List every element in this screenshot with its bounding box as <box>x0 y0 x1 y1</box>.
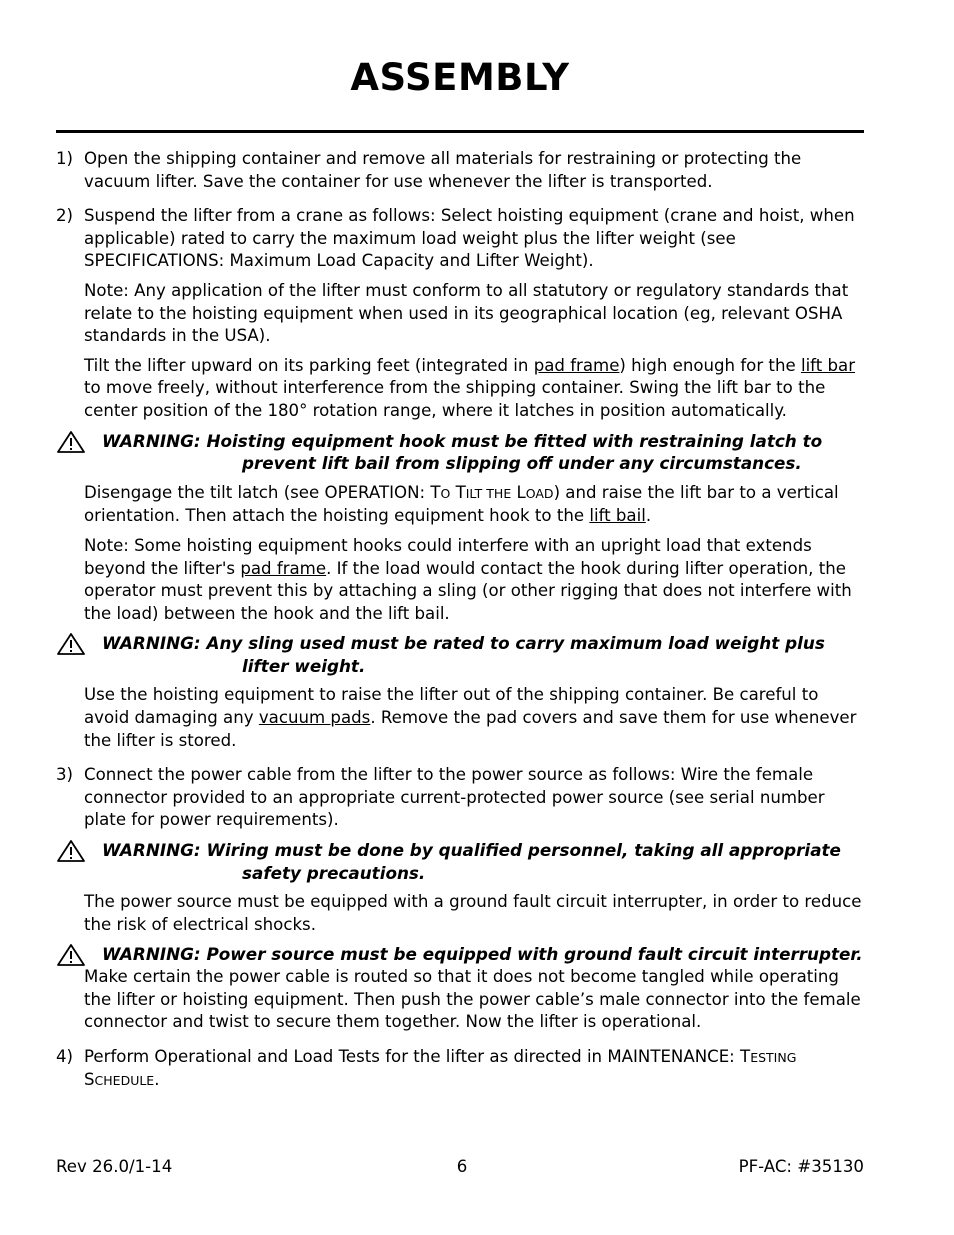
warning-hook-latch <box>56 430 866 475</box>
page-number: 6 <box>456 1157 468 1176</box>
step-3-gfci-paragraph: The power source must be equipped with a ground fault circuit interrupter, in order to reduce the risk of electrical shocks. <box>84 892 862 934</box>
step-2-tilt-paragraph: Tilt the lifter upward on its parking feet (integrated in pad frame) high enough for the lift bar to move freely, without interference from the shipping container. Swing the lift bar to the center position of the 180° rotation range, where it latches in position automatically. <box>84 355 856 420</box>
warning-text-continued: prevent lift bail from slipping off under any circumstances. <box>242 453 802 474</box>
warning-text-continued: lifter weight. <box>242 655 366 676</box>
step-3-cable-paragraph: Make certain the power cable is routed so that it does not become tangled while operating the lifter or hoisting equipment. Then push the power cable’s male connector into the female connector and twist to secure them together. Now the lifter is operational. <box>84 967 861 1032</box>
page-title: ASSEMBLY <box>350 56 570 99</box>
warning-triangle-icon <box>56 943 86 967</box>
warning-qualified-wiring <box>56 839 866 884</box>
step-2-intro: Suspend the lifter from a crane as follows: Select hoisting equipment (crane and hoist, when applicable) rated to carry the maximum load weight plus the lifter weight (see SPECIFICATIONS: Maximum Load Capacity and Lifter Weight). <box>84 206 855 271</box>
step-1-text: Open the shipping container and remove all materials for restraining or protecting the vacuum lifter. Save the container for use whenever the lifter is transported. <box>84 149 802 191</box>
lift-bail-link[interactable]: lift bail <box>589 506 646 526</box>
warning-text-continued: safety precautions. <box>242 862 426 883</box>
step-3-intro: Connect the power cable from the lifter to the power source as follows: Wire the female connector provided to an appropriate current-protected power source (see serial number plate for power requirements). <box>84 765 825 830</box>
step-number: 2) <box>56 206 74 226</box>
title-rule <box>56 130 864 133</box>
step-2-raise-paragraph: Use the hoisting equipment to raise the lifter out of the shipping container. Be careful to avoid damaging any vacuum pads. Remove the pad covers and save them for use whenever the lifter is stored. <box>84 685 857 750</box>
step-2-note-standards: Note: Any application of the lifter must conform to all statutory or regulatory standards that relate to the hoisting equipment when used in its geographical location (eg, relevant OSHA standards in the USA). <box>84 280 849 346</box>
warning-triangle-icon <box>56 632 86 656</box>
warning-gfci <box>56 943 866 966</box>
step-4 <box>56 1046 866 1093</box>
warning-text: WARNING: Any sling used must be rated to carry maximum load weight plus <box>102 633 825 654</box>
step-2-note-hooks: Note: Some hoisting equipment hooks could interfere with an upright load that extends beyond the lifter's pad frame. If the load would contact the hook during lifter operation, the operator must prevent this by attaching a sling (or other rigging that does not interfere with the load) between the hook and the lift bail. <box>84 535 852 623</box>
step-4-text: Perform Operational and Load Tests for the lifter as directed in MAINTENANCE: TESTING SCHEDULE. <box>84 1046 797 1090</box>
revision-label: Rev 26.0/1-14 <box>56 1157 173 1176</box>
step-number: 1) <box>56 149 74 168</box>
vacuum-pads-link[interactable]: vacuum pads <box>258 708 371 728</box>
step-2-tilt-latch-paragraph: Disengage the tilt latch (see OPERATION: TO TILT THE LOAD) and raise the lift bar to a vertical orientation. Then attach the hoisting equipment hook to the lift bail. <box>84 482 839 526</box>
step-2 <box>56 205 866 752</box>
warning-triangle-icon <box>56 430 86 454</box>
document-number: PF-AC: #35130 <box>738 1157 864 1176</box>
warning-text: WARNING: Power source must be equipped with ground fault circuit interrupter. <box>102 944 863 965</box>
lift-bar-link[interactable]: lift bar <box>800 355 856 375</box>
step-3 <box>56 764 866 1034</box>
step-number: 3) <box>56 765 74 785</box>
warning-text: WARNING: Hoisting equipment hook must be fitted with restraining latch to <box>102 430 823 451</box>
pad-frame-link[interactable]: pad frame <box>533 355 620 375</box>
warning-text: WARNING: Wiring must be done by qualified personnel, taking all appropriate <box>102 840 841 861</box>
step-number: 4) <box>56 1046 74 1066</box>
pad-frame-link[interactable]: pad frame <box>240 558 327 578</box>
assembly-steps <box>56 148 866 1093</box>
warning-triangle-icon <box>56 839 86 863</box>
warning-sling-rating <box>56 632 866 677</box>
step-1 <box>56 148 866 193</box>
